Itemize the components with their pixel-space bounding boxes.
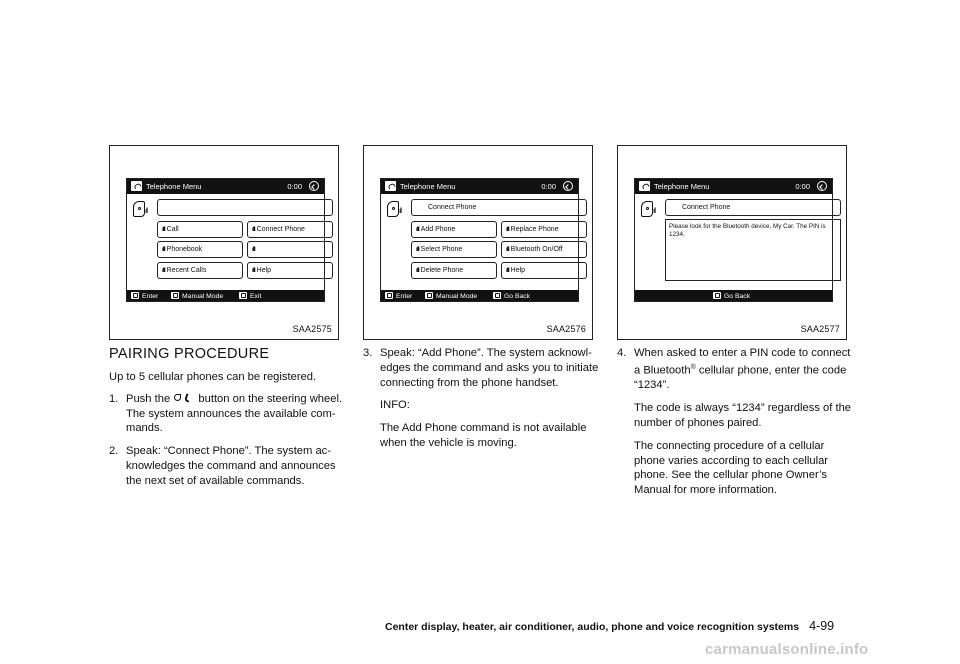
step-4 bbox=[617, 346, 855, 498]
step-text: Speak: “Add Phone”. The system acknowl-edges the command and asks you to initiate connecting from the phone handset. bbox=[380, 347, 599, 389]
figure-code: SAA2575 bbox=[292, 324, 332, 334]
talk-icon: ılll bbox=[506, 268, 509, 274]
status-enter: Enter bbox=[396, 292, 413, 300]
title-bar bbox=[381, 179, 578, 194]
replace-phone-button[interactable] bbox=[501, 221, 587, 238]
watermark: carmanualsonline.info bbox=[705, 641, 869, 658]
section-heading: PAIRING PROCEDURE bbox=[109, 346, 270, 362]
command-field bbox=[157, 199, 333, 216]
step-number: 1. bbox=[109, 392, 119, 405]
command-field: Connect Phone bbox=[665, 199, 841, 216]
info-text: The Add Phone command is not available when the vehicle is moving. bbox=[380, 422, 587, 449]
talk-phone-icon bbox=[173, 393, 195, 403]
talk-icon: ılll bbox=[416, 268, 419, 274]
enter-icon bbox=[385, 292, 393, 299]
status-enter: Enter bbox=[142, 292, 159, 300]
step-text-a: When asked to enter a PIN code to connect a Bluetooth bbox=[634, 347, 851, 377]
status-bar bbox=[381, 290, 578, 301]
telephone-menu-screen bbox=[126, 178, 325, 302]
delete-phone-button[interactable] bbox=[411, 262, 497, 279]
talk-icon: ılll bbox=[416, 247, 419, 253]
talk-icon: ılll bbox=[252, 247, 255, 253]
back-icon[interactable] bbox=[817, 181, 827, 191]
step-number: 2. bbox=[109, 445, 119, 458]
step-3 bbox=[363, 346, 601, 451]
step-text: Speak: “Connect Phone”. The system ac-knowledges the command and announces the next set of available commands. bbox=[126, 445, 336, 487]
talk-icon: ılll bbox=[252, 268, 255, 274]
title-bar bbox=[127, 179, 324, 194]
voice-icon: ıll bbox=[639, 199, 661, 221]
step-number: 3. bbox=[363, 347, 373, 359]
button-label: Phonebook bbox=[166, 246, 203, 253]
button-label: Help bbox=[256, 267, 272, 274]
status-go-back: Go Back bbox=[724, 292, 751, 300]
add-phone-button[interactable] bbox=[411, 221, 497, 238]
column-1 bbox=[109, 370, 347, 497]
status-bar bbox=[635, 290, 832, 301]
step-text-b: button on the steering wheel. The system announces the available com-mands. bbox=[126, 392, 343, 435]
manual-mode-icon bbox=[425, 292, 433, 299]
phone-icon bbox=[385, 181, 396, 191]
go-back-icon bbox=[713, 292, 721, 299]
call-time: 0:00 bbox=[287, 181, 302, 191]
registered-mark: ® bbox=[690, 363, 696, 371]
step-para-2: The code is always “1234” regardless of the number of phones paired. bbox=[634, 402, 852, 429]
manual-mode-icon bbox=[171, 292, 179, 299]
button-label: Add Phone bbox=[420, 226, 456, 233]
title-bar bbox=[635, 179, 832, 194]
column-3 bbox=[617, 346, 855, 506]
telephone-menu-screen bbox=[380, 178, 579, 302]
help-button[interactable] bbox=[247, 262, 333, 279]
step-number: 4. bbox=[617, 347, 627, 359]
talk-icon: ılll bbox=[162, 247, 165, 253]
button-label: Delete Phone bbox=[420, 267, 464, 274]
talk-icon: ılll bbox=[416, 227, 419, 233]
voice-icon: ıll bbox=[131, 199, 153, 221]
exit-icon bbox=[239, 292, 247, 299]
talk-icon: ılll bbox=[506, 247, 509, 253]
pin-info-box: Please look for the Bluetooth device, My Car. The PIN is 1234. bbox=[665, 219, 841, 281]
phone-icon bbox=[131, 181, 142, 191]
step-1 bbox=[109, 392, 347, 436]
page-footer bbox=[385, 619, 865, 633]
column-2 bbox=[363, 346, 601, 459]
figure-code: SAA2577 bbox=[800, 324, 840, 334]
page-number: 4-99 bbox=[809, 619, 835, 633]
talk-icon: ılll bbox=[162, 268, 165, 274]
phonebook-button[interactable] bbox=[157, 241, 243, 258]
button-label: Select Phone bbox=[420, 246, 463, 253]
voice-icon: ıll bbox=[385, 199, 407, 221]
screen-title: Telephone Menu bbox=[146, 181, 202, 191]
call-time: 0:00 bbox=[541, 181, 556, 191]
talk-icon: ılll bbox=[506, 227, 509, 233]
talk-icon: ılll bbox=[252, 227, 255, 233]
connect-phone-button[interactable] bbox=[247, 221, 333, 238]
step-para-3: The connecting procedure of a cellular phone varies according to each cellular phone. See the cellular phone Owner’s Manual for more information. bbox=[634, 439, 829, 497]
command-field: Connect Phone bbox=[411, 199, 587, 216]
status-manual-mode: Manual Mode bbox=[436, 292, 478, 300]
figure-saa2576 bbox=[363, 145, 593, 340]
intro-text: Up to 5 cellular phones can be registered. bbox=[109, 371, 317, 383]
talk-icon: ılll bbox=[162, 227, 165, 233]
go-back-icon bbox=[493, 292, 501, 299]
figure-saa2575 bbox=[109, 145, 339, 340]
button-label: Recent Calls bbox=[166, 267, 207, 274]
button-label: Help bbox=[510, 267, 526, 274]
telephone-menu-screen bbox=[634, 178, 833, 302]
blank-button[interactable] bbox=[247, 241, 333, 258]
phone-icon bbox=[639, 181, 650, 191]
figure-saa2577 bbox=[617, 145, 847, 340]
select-phone-button[interactable] bbox=[411, 241, 497, 258]
footer-title: Center display, heater, air conditioner, audio, phone and voice recognition systems bbox=[385, 621, 800, 633]
help-button[interactable] bbox=[501, 262, 587, 279]
status-manual-mode: Manual Mode bbox=[182, 292, 224, 300]
figure-code: SAA2576 bbox=[546, 324, 586, 334]
screen-title: Telephone Menu bbox=[400, 181, 456, 191]
enter-icon bbox=[131, 292, 139, 299]
screen-title: Telephone Menu bbox=[654, 181, 710, 191]
button-label: Call bbox=[166, 226, 179, 233]
status-exit: Exit bbox=[250, 292, 262, 300]
step-text-b: cellular phone, enter the code “1234”. bbox=[634, 364, 847, 392]
step-2 bbox=[109, 444, 347, 488]
back-icon[interactable] bbox=[309, 181, 319, 191]
back-icon[interactable] bbox=[563, 181, 573, 191]
button-label: Connect Phone bbox=[256, 226, 305, 233]
call-button[interactable] bbox=[157, 221, 243, 238]
call-time: 0:00 bbox=[795, 181, 810, 191]
step-text-a: Push the bbox=[126, 392, 171, 405]
info-label: INFO: bbox=[380, 399, 410, 412]
bluetooth-toggle-button[interactable] bbox=[501, 241, 587, 258]
status-go-back: Go Back bbox=[504, 292, 531, 300]
recent-calls-button[interactable] bbox=[157, 262, 243, 279]
button-label: Bluetooth On/Off bbox=[510, 246, 563, 253]
status-bar bbox=[127, 290, 324, 301]
button-label: Replace Phone bbox=[510, 226, 559, 233]
